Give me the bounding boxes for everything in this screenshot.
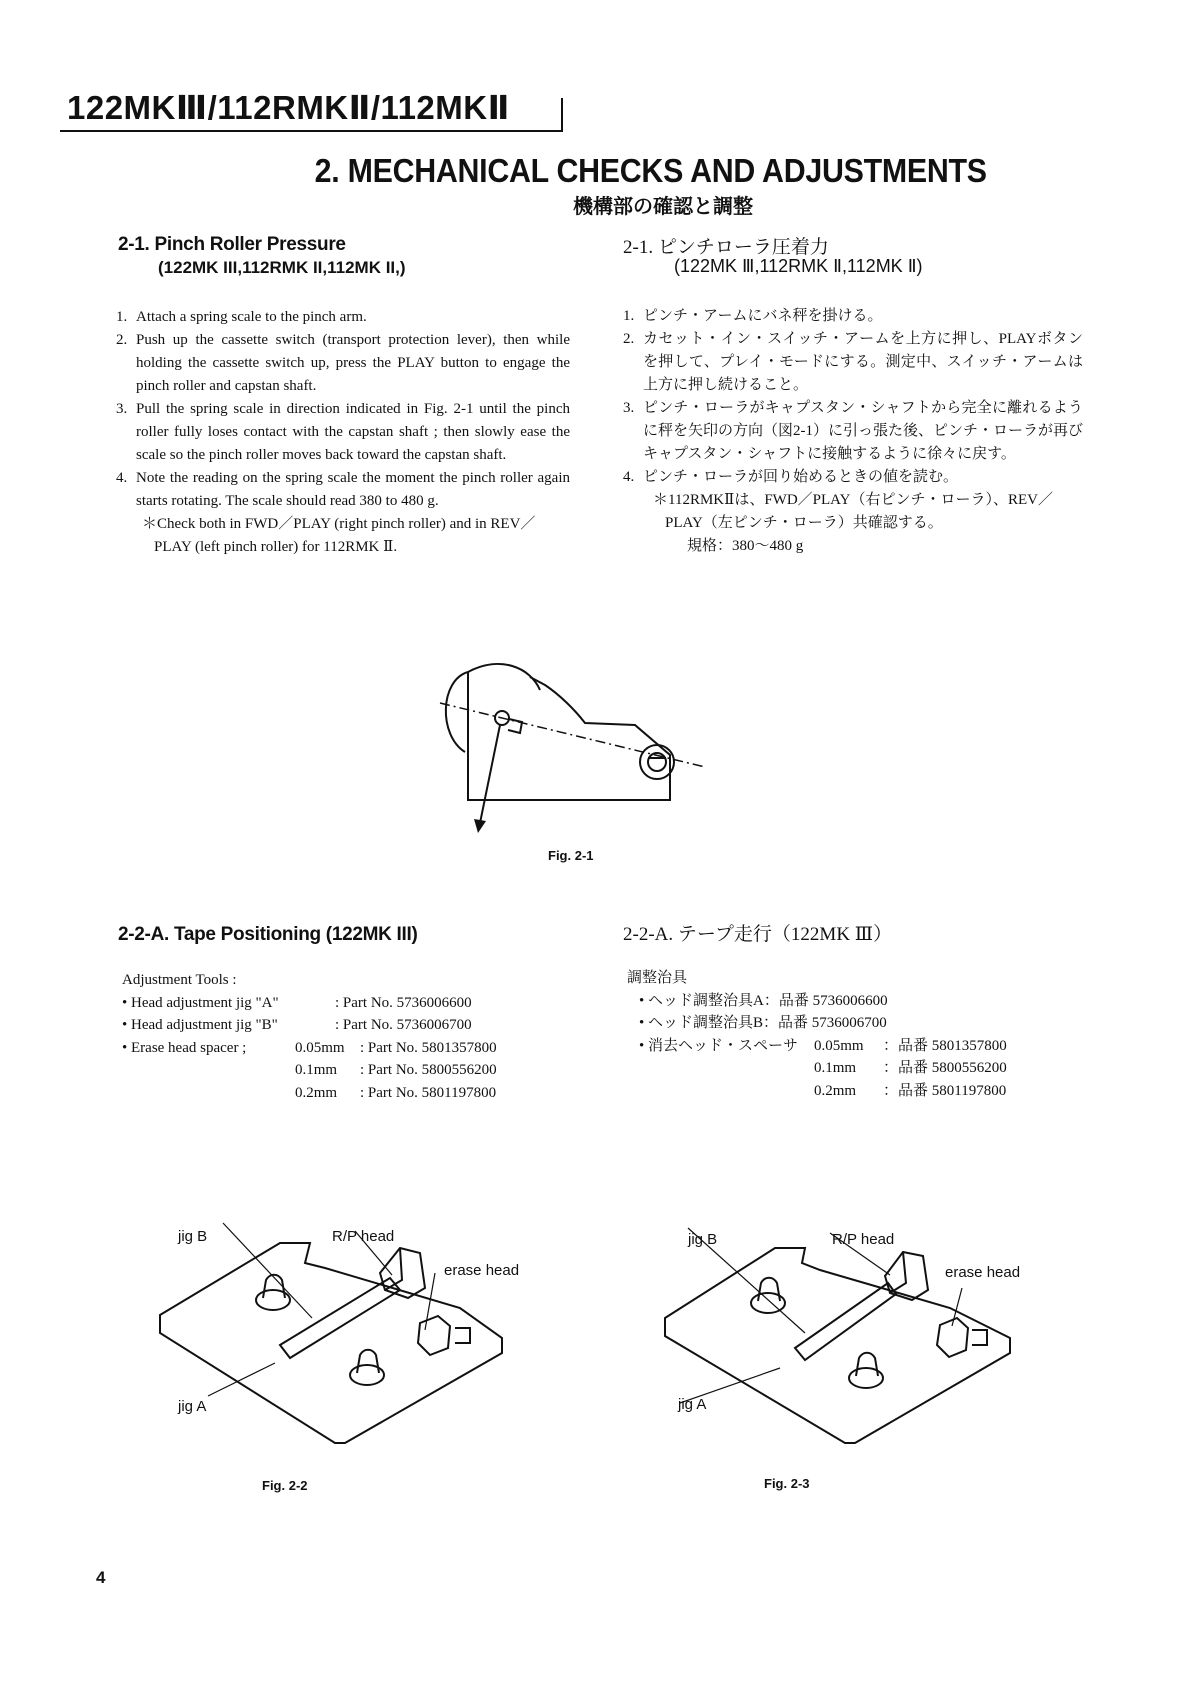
adjustment-tools-list bbox=[122, 969, 582, 1104]
figure-2-2-caption: Fig. 2-2 bbox=[262, 1478, 308, 1493]
step-item: 3. Pull the spring scale in direction indicated in Fig. 2-1 until the pinch roller fully loses contact with the capstan shaft ; then slowly ease the scale so the pinch roller moves back toward the capstan shaft. bbox=[116, 401, 570, 463]
step-item-jp: 2. カセット・イン・スイッチ・アームを上方に押し、PLAYボタンを押して、プレイ・モードにする。測定中、スイッチ・アームは上方に押し続けること。 bbox=[623, 331, 1083, 393]
spec-value-jp: 規格：380〜480 g bbox=[687, 538, 804, 554]
section-2-1-heading-jp: 2-1. ピンチローラ圧着力 bbox=[623, 237, 829, 258]
tool-row-jp: 0.2mm ：品番 5801197800 bbox=[814, 1082, 1007, 1099]
step-item: 4. Note the reading on the spring scale the moment the pinch roller again starts rotating. The scale should read 380 to 480 g. bbox=[116, 470, 570, 509]
tool-row-jp: • ヘッド調整治具B：品番 5736006700 bbox=[639, 1015, 887, 1031]
tools-label-jp: 調整治具 bbox=[627, 970, 688, 986]
section-2-2a-heading-jp: 2-2-A. テープ走行（122MK Ⅲ） bbox=[623, 924, 893, 945]
tool-row: • Erase head spacer ; 0.05mm : Part No. 5801357800 bbox=[122, 1039, 497, 1056]
adjustment-tools-list-jp bbox=[627, 967, 1087, 1102]
step-item-jp: 4. ピンチ・ローラが回り始めるときの値を読む。 bbox=[623, 469, 959, 485]
step-item: 1. Attach a spring scale to the pinch arm. bbox=[116, 309, 367, 325]
tool-row: 0.2mm : Part No. 5801197800 bbox=[295, 1084, 497, 1101]
label-jig-b: jig B bbox=[178, 1228, 208, 1245]
figure-2-2-tape-positioning bbox=[130, 1218, 530, 1468]
label-jig-a: jig A bbox=[678, 1396, 707, 1413]
tool-row-jp: • ヘッド調整治具A：品番 5736006600 bbox=[639, 992, 888, 1009]
figure-2-2-drawing bbox=[130, 1218, 530, 1468]
step-item: 2. Push up the cassette switch (transport protection lever), then while holding the cassette switch up, press the PLAY button to engage the pinch roller and capstan shaft. bbox=[116, 332, 570, 394]
figure-2-3-drawing bbox=[640, 1218, 1040, 1468]
label-jig-a: jig A bbox=[178, 1398, 207, 1415]
section-2-1-subheading-jp: (122MK Ⅲ,112RMK Ⅱ,112MK Ⅱ) bbox=[674, 256, 923, 276]
section-2-2a-heading: 2-2-A. Tape Positioning (122MK III) bbox=[118, 924, 418, 945]
figure-2-3-caption: Fig. 2-3 bbox=[764, 1476, 810, 1491]
step-note: ＊Check both in FWD／PLAY (right pinch roller) and in REV／PLAY (left pinch roller) for 112RMK Ⅱ. bbox=[142, 516, 536, 555]
model-header: 122MKⅢ/112RMKⅡ/112MKⅡ bbox=[67, 89, 510, 126]
tool-row-jp: 0.1mm ：品番 5800556200 bbox=[814, 1060, 1007, 1076]
tool-row: 0.1mm : Part No. 5800556200 bbox=[295, 1062, 497, 1078]
tool-row-jp: • 消去ヘッド・スペーサ 0.05mm ：品番 5801357800 bbox=[639, 1037, 1007, 1054]
step-note-jp: ＊112RMKⅡは、FWD／PLAY（右ピンチ・ローラ）、REV／PLAY（左ピンチ・ローラ）共確認する。 bbox=[653, 492, 1053, 531]
page-subtitle-jp: 機構部の確認と調整 bbox=[573, 196, 753, 218]
tool-row: • Head adjustment jig "B" : Part No. 5736006700 bbox=[122, 1017, 472, 1033]
section-2-1-steps-jp bbox=[623, 305, 1083, 558]
header-rule-end bbox=[561, 98, 563, 132]
figure-2-3-tape-positioning bbox=[640, 1218, 1040, 1468]
figure-2-1-pinch-arm-diagram bbox=[430, 655, 720, 835]
header-rule bbox=[60, 130, 563, 132]
tool-row: • Head adjustment jig "A" : Part No. 5736006600 bbox=[122, 994, 472, 1011]
section-2-1-heading: 2-1. Pinch Roller Pressure bbox=[118, 234, 346, 255]
label-erase-head: erase head bbox=[444, 1262, 520, 1279]
label-jig-b: jig B bbox=[688, 1231, 718, 1248]
label-rp-head: R/P head bbox=[832, 1231, 895, 1248]
page-number: 4 bbox=[96, 1568, 106, 1587]
section-2-1-subheading: (122MK III,112RMK II,112MK II,) bbox=[158, 258, 406, 277]
label-rp-head: R/P head bbox=[332, 1228, 395, 1245]
step-item-jp: 1. ピンチ・アームにバネ秤を掛ける。 bbox=[623, 308, 883, 324]
page-title: 2. MECHANICAL CHECKS AND ADJUSTMENTS bbox=[314, 152, 987, 189]
figure-2-1-caption: Fig. 2-1 bbox=[548, 848, 594, 863]
label-erase-head: erase head bbox=[945, 1264, 1021, 1281]
step-item-jp: 3. ピンチ・ローラがキャプスタン・シャフトから完全に離れるように秤を矢印の方向（図2-1）に引っ張た後、ピンチ・ローラが再びキャプスタン・シャフトに接触するように徐々に戻す。 bbox=[623, 400, 1083, 462]
tools-label: Adjustment Tools : bbox=[122, 972, 237, 988]
section-2-1-steps bbox=[116, 306, 570, 559]
